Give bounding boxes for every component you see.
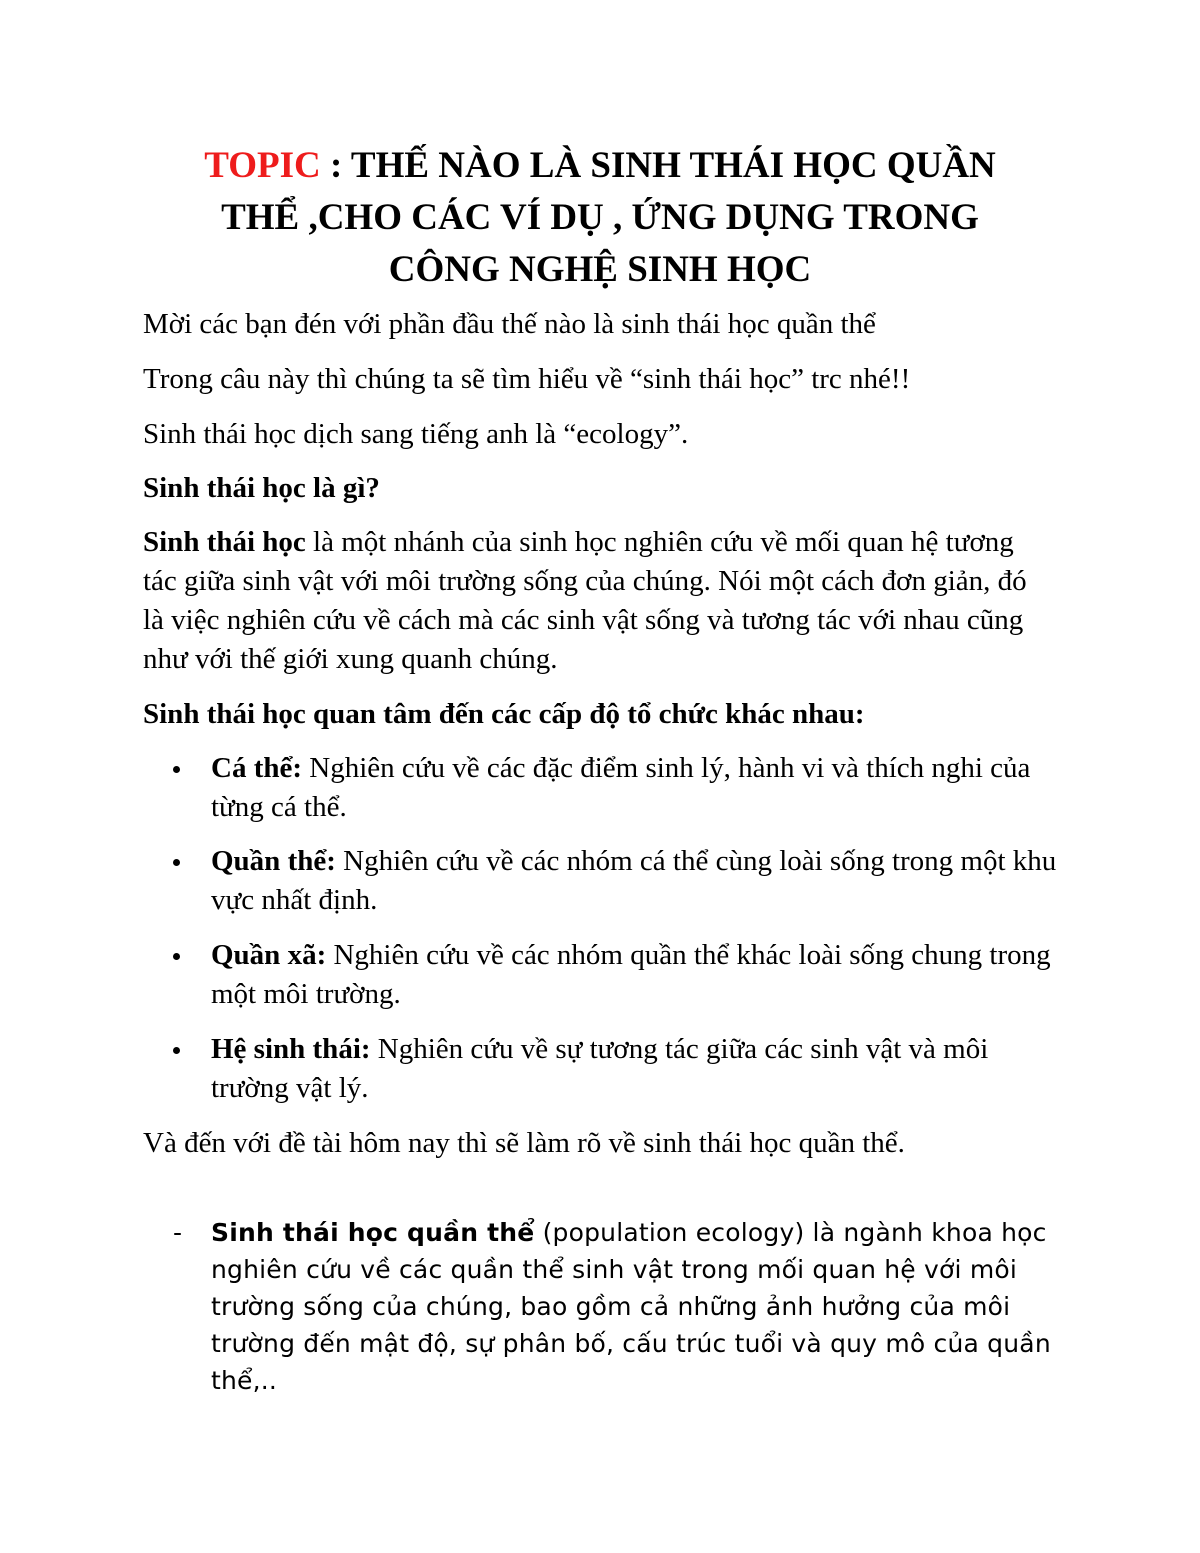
definition-text: là một nhánh của sinh học nghiên cứu về mối quan hệ tương tác giữa sinh vật với môi trường sống của chúng. Nói một cách đơn giản, đó là việc nghiên cứu về cách mà các sinh vật sống và tương tác với nhau cũng như với thế giới xung quanh chúng. [143,526,1027,675]
dash-bullet: - [173,1218,183,1247]
level-term: Quần thể: [211,845,336,877]
population-ecology-desc: (population ecology) là ngành khoa học nghiên cứu về các quần thể sinh vật trong mối quan hệ với môi trường sống của chúng, bao gồm cả những ảnh hưởng của môi trường đến mật độ, sự phân bố, cấu trúc tuổi và quy mô của quần thể,.. [211,1218,1051,1395]
population-ecology-term: Sinh thái học quần thể [211,1218,535,1247]
levels-heading [143,695,1063,734]
level-term: Quần xã: [211,939,327,971]
topic-label: TOPIC [204,145,321,186]
title-line-1: : THẾ NÀO LÀ SINH THÁI HỌC QUẦN [320,145,996,186]
bullet-icon [173,1047,180,1054]
intro-paragraph-1: Mời các bạn đén với phần đầu thế nào là sinh thái học quần thể [143,308,876,340]
level-desc: Nghiên cứu về sự tương tác giữa các sinh vật và môi trường vật lý. [211,1033,989,1104]
bullet-icon [173,859,180,866]
list-item [211,936,1071,1014]
list-item [211,749,1071,827]
level-desc: Nghiên cứu về các đặc điểm sinh lý, hành vi và thích nghi của từng cá thể. [211,752,1031,823]
intro-paragraph-3: Sinh thái học dịch sang tiếng anh là “ecology”. [143,418,689,450]
intro-paragraph-2: Trong câu này thì chúng ta sẽ tìm hiểu về “sinh thái học” trc nhé!! [143,363,911,395]
population-ecology-item [173,1214,1081,1399]
bullet-icon [173,766,180,773]
question-heading [143,469,1063,508]
definition-paragraph [143,523,1043,679]
bullet-icon [173,953,180,960]
level-desc: Nghiên cứu về các nhóm quần thể khác loài sống chung trong một môi trường. [211,939,1051,1010]
level-desc: Nghiên cứu về các nhóm cá thể cùng loài sống trong một khu vực nhất định. [211,845,1057,916]
conclusion-paragraph: Và đến với đề tài hôm nay thì sẽ làm rõ về sinh thái học quần thể. [143,1127,905,1159]
title-line-2: THỂ ,CHO CÁC VÍ DỤ , ỨNG DỤNG TRONG [221,197,979,238]
question-text: Sinh thái học là gì? [143,472,380,504]
level-term: Hệ sinh thái: [211,1033,371,1065]
document-title [140,140,1060,296]
level-term: Cá thể: [211,752,303,784]
list-item [211,1030,1071,1108]
title-line-3: CÔNG NGHỆ SINH HỌC [388,249,812,290]
definition-term: Sinh thái học [143,526,306,558]
list-item [211,842,1071,920]
levels-heading-text: Sinh thái học quan tâm đến các cấp độ tổ chức khác nhau: [143,698,865,730]
